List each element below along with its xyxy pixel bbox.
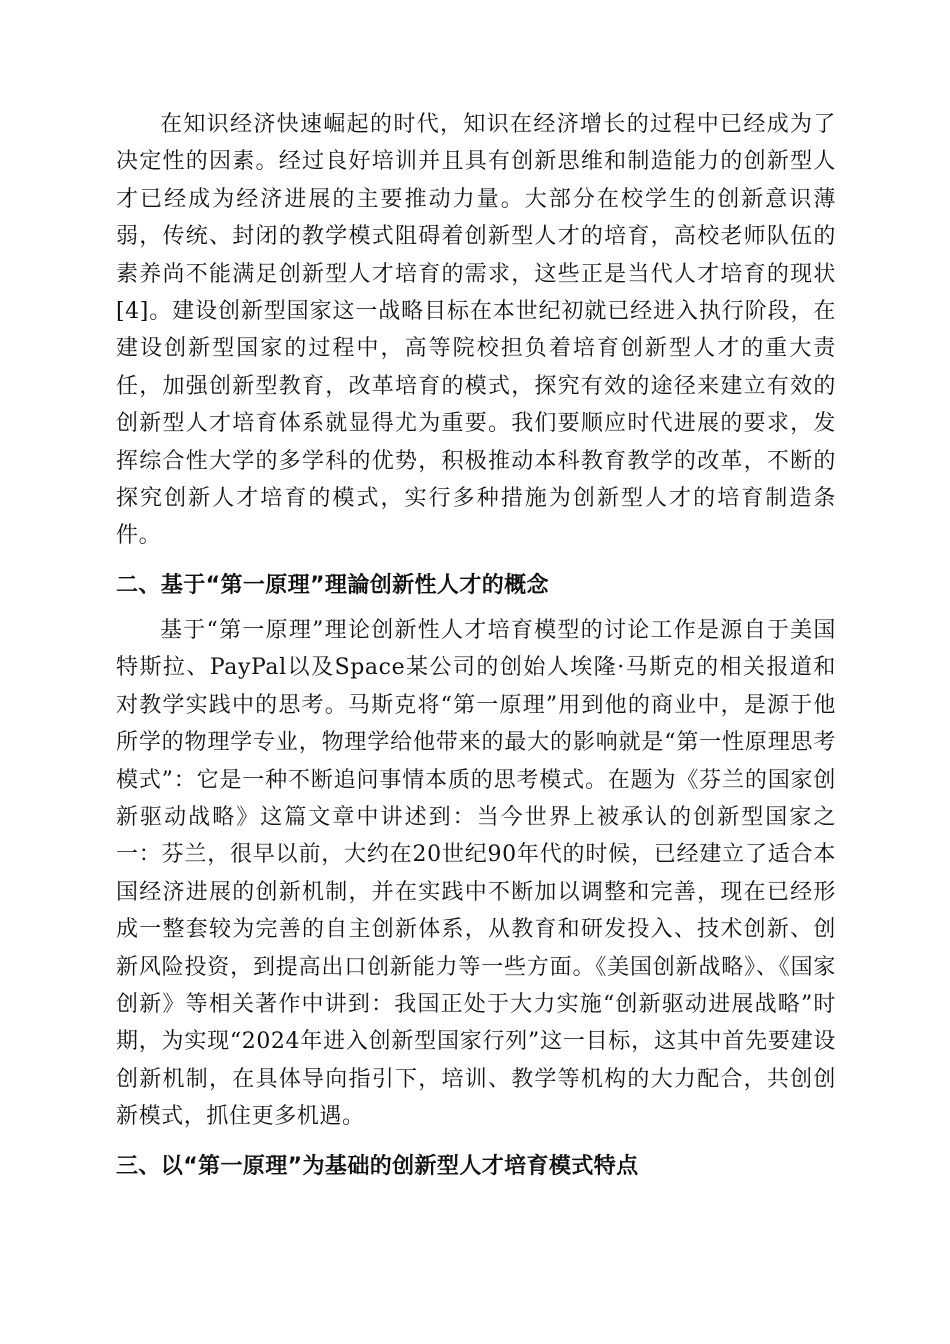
- paragraph-knowledge-economy: 在知识经济快速崛起的时代，知识在经济增长的过程中已经成为了决定性的因素。经过良好培训并且具有创新思维和制造能力的创新型人才已经成为经济进展的主要推动力量。大部分在校学生的创新意识薄弱，传统、封闭的教学模式阻碍着创新型人才的培育，高校老师队伍的素养尚不能满足创新型人才培育的需求，这些正是当代人才培育的现状[4]。建设创新型国家这一战略目标在本世纪初就已经进入执行阶段，在建设创新型国家的过程中，高等院校担负着培育创新型人才的重大责任，加强创新型教育，改革培育的模式，探究有效的途径来建立有效的创新型人才培育体系就显得尤为重要。我们要顺应时代进展的要求，发挥综合性大学的多学科的优势，积极推动本科教育教学的改革，不断的探究创新人才培育的模式，实行多种措施为创新型人才的培育制造条件。: [116, 112, 836, 549]
- section-heading-3: 三、以“第一原理”为基础的创新型人才培育模式特点: [116, 1153, 639, 1179]
- paragraph-first-principle: 基于“第一原理”理论创新性人才培育模型的讨论工作是源自于美国特斯拉、PayPal以及Space某公司的创始人埃隆·马斯克的相关报道和对教学实践中的思考。马斯克将“第一原理”用到他的商业中，是源于他所学的物理学专业，物理学给他带来的最大的影响就是“第一性原理思考模式”：它是一种不断追问事情本质的思考模式。在题为《芬兰的国家创新驱动战略》这篇文章中讲述到：当今世界上被承认的创新型国家之一：芬兰，很早以前，大约在20世纪90年代的时候，已经建立了适合本国经济进展的创新机制，并在实践中不断加以调整和完善，现在已经形成一整套较为完善的自主创新体系，从教育和研发投入、技术创新、创新风险投资，到提高出口创新能力等一些方面。《美国创新战略》、《国家创新》等相关著作中讲到：我国正处于大力实施“创新驱动进展战略”时期，为实现“2024年进入创新型国家行列”这一目标，这其中首先要建设创新机制，在具体导向指引下，培训、教学等机构的大力配合，共创创新模式，抓住更多机遇。: [116, 617, 836, 1130]
- section-heading-2: 二、基于“第一原理”理論创新性人才的概念: [116, 572, 549, 598]
- document-body: [116, 106, 836, 1185]
